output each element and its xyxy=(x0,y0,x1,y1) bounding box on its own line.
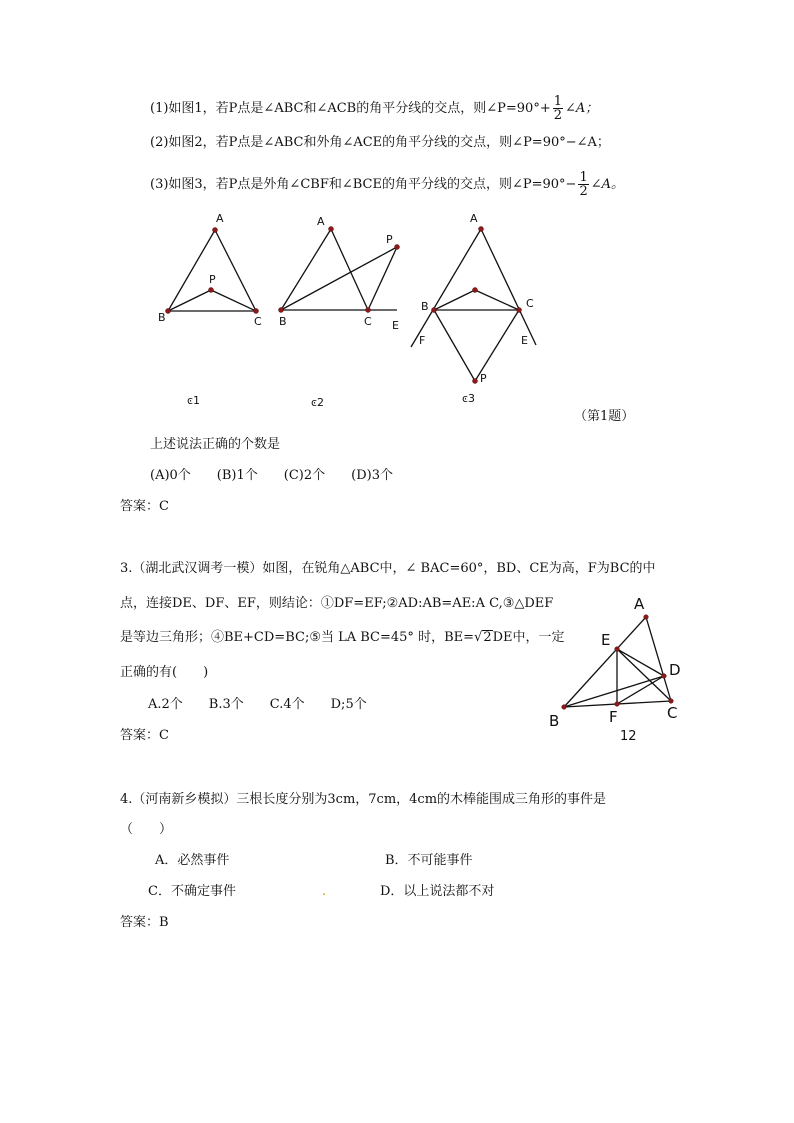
label-c: C xyxy=(526,297,534,310)
label-c: C xyxy=(254,315,262,328)
sqrt-radicand: 2 xyxy=(483,630,492,645)
point-b xyxy=(432,308,437,313)
q3-answer: 答案：C xyxy=(120,728,169,743)
sqrt-sign: √ xyxy=(474,630,483,645)
label-p: P xyxy=(386,233,393,246)
fraction-num: 1 xyxy=(579,170,588,185)
point-a xyxy=(644,615,649,620)
q3-line-3 xyxy=(120,630,565,646)
label-e: E xyxy=(392,319,399,332)
statement-2: (2)如图2，若P点是∠ABC和外角∠ACE的角平分线的交点，则∠P=90°−∠A； xyxy=(150,135,610,150)
point-d xyxy=(662,674,667,679)
triangle-abc xyxy=(564,617,671,707)
label-f: F xyxy=(609,708,618,726)
label-c: C xyxy=(667,704,678,722)
label-p: P xyxy=(209,273,216,286)
question-text: 上述说法正确的个数是 xyxy=(150,437,281,452)
point-c xyxy=(366,308,371,313)
point-b xyxy=(279,308,284,313)
statement-3-text: (3)如图3，若P点是外角∠CBF和∠BCE的角平分线的交点，则∠P= xyxy=(150,177,543,192)
caption-fig-2: ͼ2 xyxy=(311,396,325,409)
label-a: A xyxy=(216,212,224,225)
statement-1-expr: 90°+ xyxy=(516,101,551,116)
point-inner xyxy=(473,288,478,293)
figure-note: （第1题） xyxy=(574,409,635,424)
fraction-half-1 xyxy=(553,95,563,122)
point-e xyxy=(615,647,620,652)
point-c xyxy=(517,308,522,313)
triangle-2 xyxy=(281,229,397,310)
q4-option-c: C．不确定事件 xyxy=(148,884,236,899)
label-p: P xyxy=(480,372,487,385)
point-p xyxy=(395,245,400,250)
point-b xyxy=(562,705,567,710)
label-b: B xyxy=(549,712,560,730)
point-c xyxy=(254,309,259,314)
fraction-half-3 xyxy=(578,171,588,198)
point-a xyxy=(479,227,484,232)
statement-3-expr: 90°− xyxy=(542,177,577,192)
caption-fig-3: ͼ3 xyxy=(462,392,476,405)
q4-option-d: D．以上说法都不对 xyxy=(380,884,495,899)
label-e: E xyxy=(601,631,611,649)
q4-answer: 答案：B xyxy=(120,915,169,930)
label-c: C xyxy=(364,315,372,328)
answer-line: 答案：C xyxy=(120,499,169,514)
point-b xyxy=(166,309,171,314)
statement-3 xyxy=(150,171,624,198)
q4-option-a: A．必然事件 xyxy=(155,853,230,868)
label-f: F xyxy=(419,334,426,347)
statement-1 xyxy=(150,95,598,122)
point-f xyxy=(615,702,620,707)
point-p xyxy=(473,379,478,384)
figure-caption: 12 xyxy=(620,729,637,744)
q4-paren: （ ） xyxy=(120,822,173,837)
label-b: B xyxy=(158,311,166,324)
label-b: B xyxy=(279,315,287,328)
fraction-den: 2 xyxy=(579,184,588,199)
statement-1-tail: ∠A； xyxy=(565,101,599,116)
q4-line-1: 4.（河南新乡模拟）三根长度分别为3cm，7cm，4cm的木棒能围成三角形的事件是 xyxy=(120,792,607,807)
caption-fig-1: ͼ1 xyxy=(187,394,201,407)
q4-option-b: B．不可能事件 xyxy=(385,853,473,868)
fraction-den: 2 xyxy=(553,108,562,123)
q3-line-3-tail: DE中，一定 xyxy=(492,630,565,645)
q3-line-1: 3.（湖北武汉调考一模）如图，在锐角△ABC中，∠ BAC=60°，BD、CE为高，F为BC的中 xyxy=(120,561,656,576)
label-a: A xyxy=(317,215,325,228)
fraction-num: 1 xyxy=(553,94,562,109)
point-a xyxy=(329,227,334,232)
label-a: A xyxy=(470,212,478,225)
point-c xyxy=(669,699,674,704)
q3-line-3-text: 是等边三角形；④BE+CD=BC;⑤当 LA BC=45° 时，BE= xyxy=(120,630,475,645)
point-p xyxy=(209,288,214,293)
label-d: D xyxy=(669,661,681,679)
statement-3-tail: ∠A。 xyxy=(590,177,625,192)
label-e: E xyxy=(521,334,528,347)
stray-dot: . xyxy=(322,884,327,899)
triangle-1 xyxy=(168,230,256,311)
q3-line-2: 点，连接DE、DF、EF，则结论：①DF=EF;②AD:AB=AE:A C,③△DEF xyxy=(120,596,554,611)
answer-options: (A)0个 (B)1个 (C)2个 (D)3个 xyxy=(150,468,393,483)
triangle-3 xyxy=(411,229,536,381)
q3-options: A.2个 B.3个 C.4个 D;5个 xyxy=(148,697,367,712)
q3-line-4: 正确的有( ) xyxy=(120,665,209,680)
label-a: A xyxy=(634,595,645,613)
statement-1-text: (1)如图1，若P点是∠ABC和∠ACB的角平分线的交点，则∠P= xyxy=(150,101,517,116)
point-a xyxy=(213,228,218,233)
label-b: B xyxy=(421,300,429,313)
